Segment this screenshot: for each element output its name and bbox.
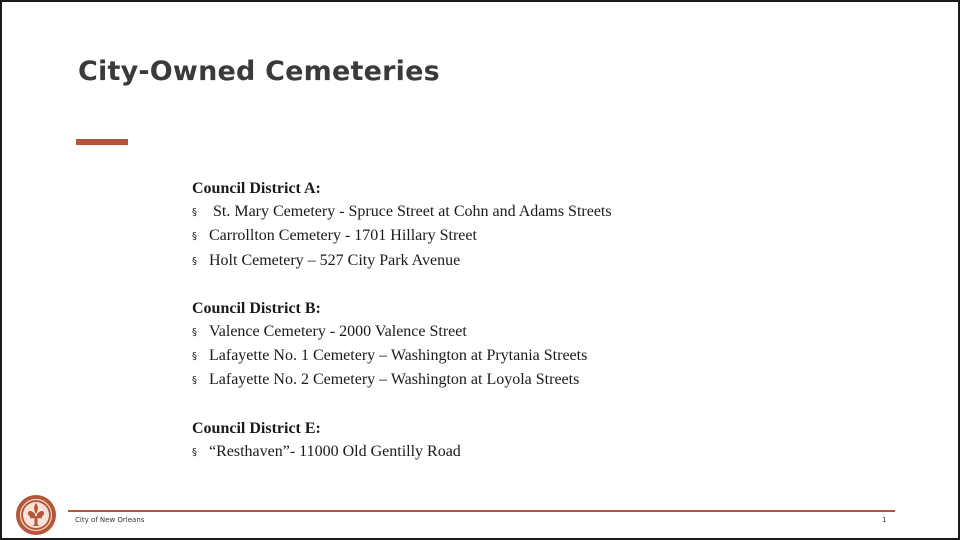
list-item	[192, 200, 832, 224]
list-item	[192, 224, 832, 248]
bullet-icon: §	[192, 231, 197, 243]
list-item-text: Lafayette No. 2 Cemetery – Washington at Loyola Streets	[209, 371, 580, 389]
page-number: 1	[882, 516, 887, 524]
list-item	[192, 344, 832, 368]
list-item	[192, 440, 832, 464]
bullet-icon: §	[192, 327, 197, 339]
district-heading: Council District E:	[192, 419, 321, 437]
city-seal-fleur-de-lis-icon	[14, 493, 58, 537]
list-item-text: “Resthaven”- 11000 Old Gentilly Road	[209, 442, 461, 460]
district-b-section	[192, 297, 832, 393]
slide-content	[192, 177, 832, 488]
bullet-icon: §	[192, 255, 197, 267]
footer-divider	[68, 510, 895, 512]
footer-organization-name: City of New Orleans	[75, 516, 145, 524]
slide-title: City-Owned Cemeteries	[78, 56, 440, 87]
district-heading: Council District A:	[192, 180, 321, 197]
district-heading: Council District B:	[192, 299, 321, 317]
list-item-text: Valence Cemetery - 2000 Valence Street	[209, 323, 467, 341]
bullet-icon: §	[192, 375, 197, 387]
list-item-text: Lafayette No. 1 Cemetery – Washington at Prytania Streets	[209, 347, 588, 365]
list-item	[192, 368, 832, 392]
bullet-icon: §	[192, 207, 197, 219]
list-item-text: St. Mary Cemetery - Spruce Street at Cohn and Adams Streets	[209, 203, 612, 221]
list-item	[192, 320, 832, 344]
title-accent-bar	[76, 139, 128, 145]
bullet-icon: §	[192, 351, 197, 363]
district-a-section	[192, 177, 832, 273]
list-item-text: Carrollton Cemetery - 1701 Hillary Street	[209, 227, 477, 245]
list-item	[192, 249, 832, 273]
list-item-text: Holt Cemetery – 527 City Park Avenue	[209, 251, 461, 269]
bullet-icon: §	[192, 446, 197, 458]
district-e-section	[192, 417, 832, 464]
